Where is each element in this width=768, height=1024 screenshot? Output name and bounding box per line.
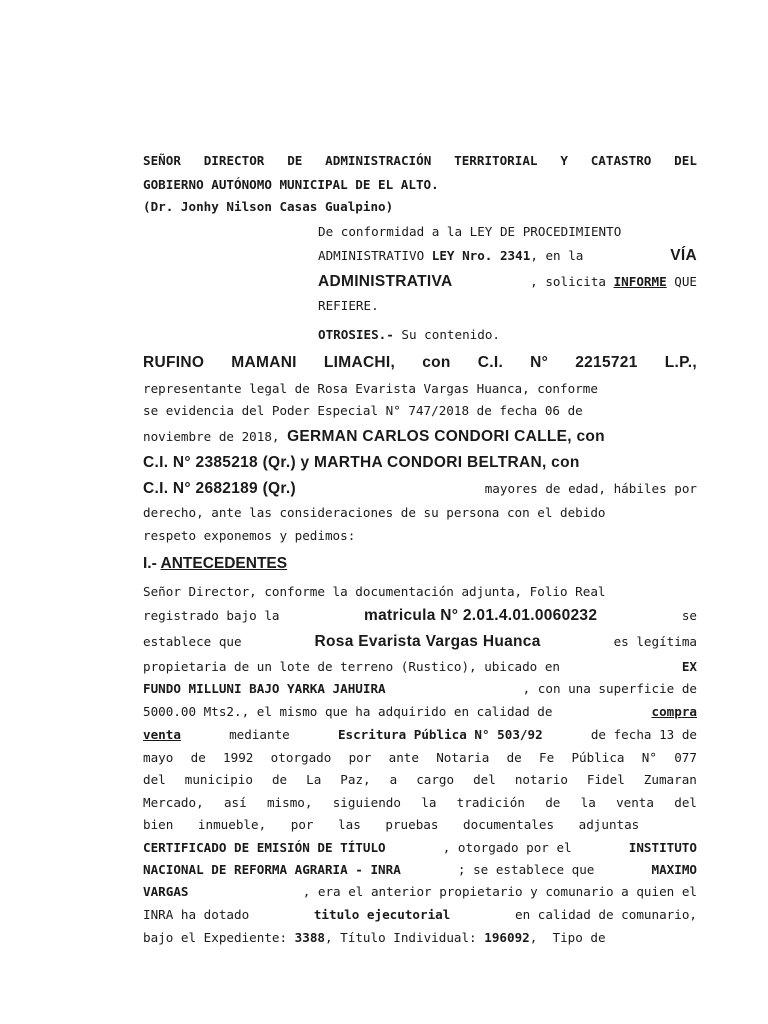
body-text: se: [681, 608, 697, 623]
intro-line-2: representante legal de Rosa Evarista Vargas Huanca, conforme: [143, 381, 598, 396]
ref-text: ADMINISTRATIVO: [318, 248, 432, 263]
body-text: en calidad de comunario,: [515, 907, 697, 922]
body-line-9: [143, 772, 697, 787]
word: de: [271, 772, 288, 787]
body-line-2: [143, 607, 697, 625]
intro-text: noviembre de 2018,: [143, 429, 288, 444]
word: TERRITORIAL: [454, 153, 538, 168]
expediente-number: 3388: [294, 930, 325, 945]
co-petitioner-2-ci: C.I. N° 2682189 (Qr.): [143, 480, 296, 497]
word: por: [348, 750, 372, 765]
reference-line-4: REFIERE.: [318, 298, 379, 313]
body-text: registrado bajo la: [143, 608, 280, 623]
word: Pública: [571, 750, 625, 765]
body-line-14: [143, 884, 697, 899]
petitioner-line: [143, 354, 697, 372]
body-text: , con una superficie de: [522, 681, 697, 696]
word: tradición: [456, 795, 525, 810]
word: la: [580, 795, 596, 810]
body-line-13: [143, 862, 697, 877]
word: Fe: [539, 750, 555, 765]
section-heading: [143, 555, 697, 573]
word: de: [545, 795, 561, 810]
section-title: ANTECEDENTES: [160, 555, 288, 572]
word: 077: [674, 750, 697, 765]
intro-line-6: [143, 480, 697, 498]
informe-word: INFORME: [613, 274, 667, 289]
word: MAMANI: [231, 354, 297, 371]
word: de: [506, 750, 522, 765]
body-text: de fecha 13 de: [590, 727, 697, 742]
body-line-12: [143, 840, 697, 855]
law-number: LEY Nro. 2341: [431, 248, 531, 263]
word: DIRECTOR: [203, 153, 265, 168]
titulo-number: 196092: [484, 930, 530, 945]
body-line-16: [143, 930, 697, 945]
reference-line-2: [318, 247, 697, 265]
body-line-10: [143, 795, 697, 810]
body-line-15: [143, 907, 697, 922]
otrosies-label: OTROSIES.-: [318, 327, 394, 342]
compra-word: compra: [651, 704, 697, 719]
word: La: [306, 772, 322, 787]
intro-line-3: se evidencia del Poder Especial N° 747/2018 de fecha 06 de: [143, 403, 583, 418]
word: Zumaran: [643, 772, 697, 787]
venta-word: venta: [143, 727, 181, 742]
reference-line-1: De conformidad a la LEY DE PROCEDIMIENTO: [318, 224, 622, 239]
word: del: [143, 772, 166, 787]
addressee-line-2: GOBIERNO AUTÓNOMO MUNICIPAL DE EL ALTO.: [143, 177, 439, 192]
body-text: propietaria de un lote de terreno (Rustico), ubicado en: [143, 659, 561, 674]
word: DEL: [674, 153, 697, 168]
body-text: , era el anterior propietario y comunario a quien el: [302, 884, 697, 899]
word: Notaria: [436, 750, 490, 765]
body-text: establece que: [143, 634, 242, 649]
body-text: INRA ha dotado: [143, 907, 250, 922]
body-bold: VARGAS: [143, 884, 189, 899]
escritura-number: Escritura Pública N° 503/92: [337, 727, 543, 742]
intro-line-5: C.I. N° 2385218 (Qr.) y MARTHA CONDORI BELTRAN, con: [143, 454, 580, 471]
intro-text: mayores de edad, hábiles por: [477, 481, 697, 496]
body-bold: MAXIMO: [651, 862, 697, 877]
ref-text: Su contenido.: [393, 327, 500, 342]
body-line-6: [143, 704, 697, 719]
body-text: 5000.00 Mts2., el mismo que ha adquirido en calidad de: [143, 704, 553, 719]
body-bold: EX: [681, 659, 697, 674]
addressee-line-1: [143, 153, 697, 168]
word: Mercado,: [143, 795, 204, 810]
word: 1992: [223, 750, 254, 765]
word: del: [674, 795, 697, 810]
matricula-number: matricula N° 2.01.4.01.0060232: [364, 607, 598, 624]
word: del: [473, 772, 496, 787]
word: LIMACHI,: [323, 354, 396, 371]
word: C.I.: [477, 354, 504, 371]
word: así: [223, 795, 247, 810]
word: 2215721: [575, 354, 638, 371]
intro-line-8: respeto exponemos y pedimos:: [143, 528, 356, 543]
ref-text: QUE: [666, 274, 697, 289]
body-text: , Tipo de: [529, 930, 606, 945]
ref-text: , solicita: [530, 274, 614, 289]
word: N°: [641, 750, 657, 765]
body-text: es legítima: [613, 634, 697, 649]
word: N°: [530, 354, 549, 371]
body-text: bajo el Expediente:: [143, 930, 295, 945]
word: Paz,: [340, 772, 371, 787]
word: otorgado: [270, 750, 332, 765]
intro-line-4: [143, 428, 697, 446]
body-line-5: [143, 681, 697, 696]
word: ADMINISTRACIÓN: [325, 153, 432, 168]
section-number: I.-: [143, 555, 161, 572]
word: con: [422, 354, 451, 371]
intro-line-7: derecho, ante las consideraciones de su persona con el debido: [143, 505, 606, 520]
word: cargo: [416, 772, 455, 787]
body-line-8: [143, 750, 697, 765]
word: venta: [616, 795, 654, 810]
body-line-3: [143, 633, 697, 651]
word: mismo,: [266, 795, 313, 810]
body-text: ; se establece que: [457, 862, 595, 877]
reference-line-3: [318, 273, 697, 291]
body-line-7: [143, 727, 697, 742]
word: siguiendo: [332, 795, 401, 810]
co-petitioner-1: GERMAN CARLOS CONDORI CALLE, con: [287, 428, 605, 445]
word: CATASTRO: [590, 153, 652, 168]
titulo-ejecutorial: titulo ejecutorial: [313, 907, 451, 922]
word: a: [389, 772, 398, 787]
body-bold: INSTITUTO: [628, 840, 697, 855]
word: L.P.,: [664, 354, 697, 371]
body-line-11: bien inmueble, por las pruebas documentales adjuntas: [143, 817, 640, 832]
word: ante: [388, 750, 419, 765]
word: la: [421, 795, 437, 810]
body-text: , Título Individual:: [325, 930, 485, 945]
word: RUFINO: [143, 354, 205, 371]
owner-name: Rosa Evarista Vargas Huanca: [314, 633, 541, 650]
word: mayo: [143, 750, 174, 765]
ref-text: , en la: [530, 248, 584, 263]
inra-name: NACIONAL DE REFORMA AGRARIA - INRA: [143, 862, 401, 877]
body-text: mediante: [229, 727, 290, 742]
word: municipio: [184, 772, 253, 787]
word: SEÑOR: [143, 153, 181, 168]
via-word: VÍA: [670, 247, 697, 264]
fundo-name: FUNDO MILLUNI BAJO YARKA JAHUIRA: [143, 681, 386, 696]
word: Y: [560, 153, 568, 168]
word: Fidel: [586, 772, 625, 787]
certificado-title: CERTIFICADO DE EMISIÓN DE TÍTULO: [143, 840, 386, 855]
word: DE: [287, 153, 303, 168]
body-line-1: Señor Director, conforme la documentación adjunta, Folio Real: [143, 584, 606, 599]
reference-line-5: [318, 327, 697, 342]
administrativa-word: ADMINISTRATIVA: [318, 273, 453, 290]
body-line-4: [143, 659, 697, 674]
body-text: , otorgado por el: [442, 840, 572, 855]
word: de: [190, 750, 206, 765]
addressee-line-3: (Dr. Jonhy Nilson Casas Gualpino): [143, 199, 394, 214]
word: notario: [514, 772, 568, 787]
